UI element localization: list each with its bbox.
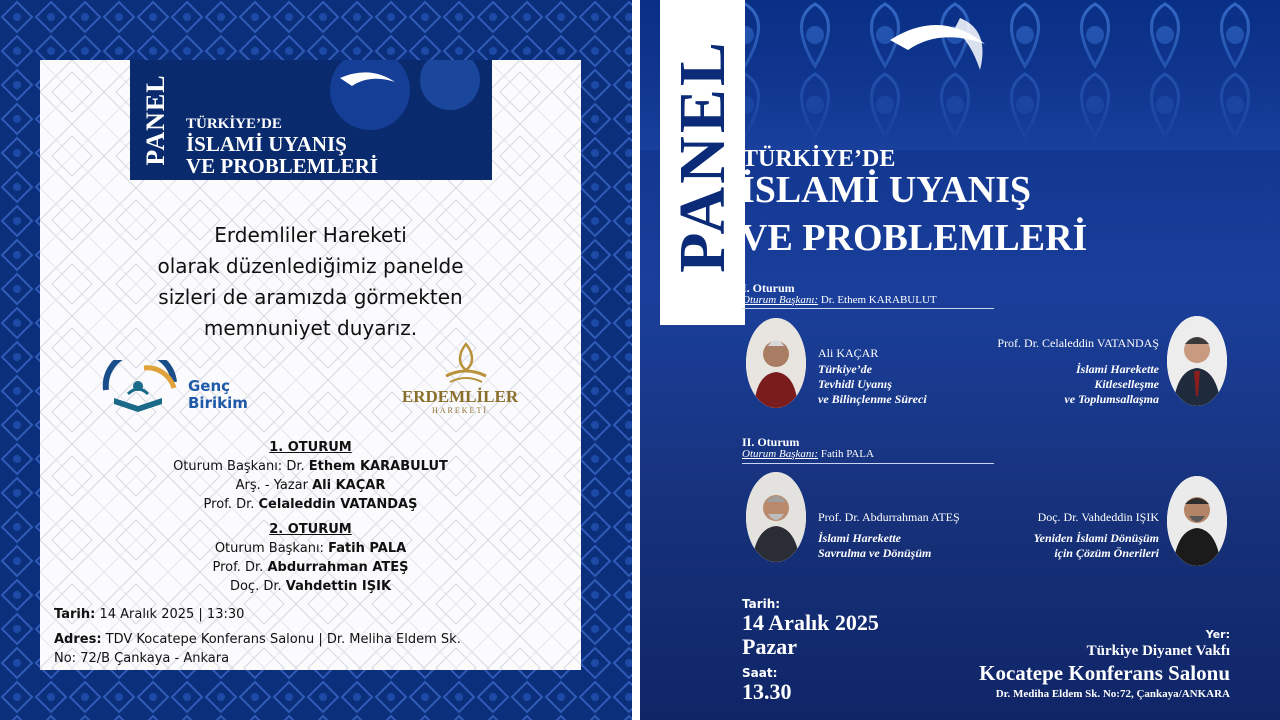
event-info — [54, 605, 461, 668]
left-poster — [0, 0, 632, 720]
session2-speaker2: Doç. Dr. Vahdettin IŞIK — [229, 579, 392, 594]
person-icon — [1167, 316, 1227, 406]
r-venue-name: Kocatepe Konferans Salonu — [979, 661, 1230, 685]
invitation-card — [40, 60, 581, 670]
banner-title-line2: İSLAMİ UYANIŞ — [186, 132, 347, 156]
invitation-line: memnuniyet duyarız. — [203, 316, 418, 340]
r-session1-heading: I. Oturum — [742, 281, 795, 295]
r-speaker-abdurrahman-talk: İslami Harekette Savrulma ve Dönüşüm — [818, 531, 932, 560]
erdemliler-name: ERDEMLİLER — [401, 387, 519, 406]
address-line: Adres: TDV Kocatepe Konferans Salonu | Dr. Meliha Eldem Sk. — [54, 632, 461, 647]
r-venue-org: Türkiye Diyanet Vakfı — [1086, 643, 1230, 659]
r-session2-heading: II. Oturum — [742, 435, 800, 449]
r-session1-chair: Oturum Başkanı: Dr. Ethem KARABULUT — [742, 294, 937, 306]
r-speaker-abdurrahman-name: Prof. Dr. Abdurrahman ATEŞ — [818, 510, 960, 524]
session1-chair: Oturum Başkanı: Dr. Ethem KARABULUT — [173, 459, 448, 474]
person-icon — [1167, 476, 1227, 566]
r-speaker-celaleddin-talk: İslami Harekette Kitleselleşme ve Toplumsallaşma — [1064, 362, 1159, 406]
address-line2: No: 72/B Çankaya - Ankara — [54, 651, 230, 666]
r-date-line2: Pazar — [742, 634, 797, 659]
session2-chair: Oturum Başkanı: Fatih PALA — [214, 541, 407, 556]
invitation-line: sizleri de aramızda görmekten — [158, 285, 463, 309]
session2-rule — [742, 463, 994, 464]
person-icon — [746, 472, 806, 562]
session1-speaker2: Prof. Dr. Celaleddin VATANDAŞ — [203, 497, 418, 512]
panel-strip: PANEL — [660, 0, 745, 325]
banner-title-line3: VE PROBLEMLERİ — [186, 154, 378, 178]
person-icon — [746, 318, 806, 408]
r-session2-chair: Oturum Başkanı: Fatih PALA — [742, 448, 874, 460]
genc-birikim-line1: Genç — [188, 377, 231, 395]
banner-panel-label: PANEL — [141, 74, 170, 166]
speaker-photo-abdurrahman — [746, 472, 806, 562]
session2-speaker1: Prof. Dr. Abdurrahman ATEŞ — [212, 560, 409, 575]
title-line1: TÜRKİYE’DE — [742, 146, 896, 172]
session2-heading: 2. OTURUM — [269, 522, 352, 537]
invitation-line: olarak düzenlediğimiz panelde — [157, 254, 464, 278]
erdemliler-sub: HAREKETİ — [432, 406, 488, 415]
speaker-photo-vahdeddin — [1167, 476, 1227, 566]
panel-banner — [130, 60, 492, 180]
invitation-text — [40, 220, 581, 344]
session1-rule — [742, 308, 994, 309]
banner-title-line1: TÜRKİYE’DE — [186, 116, 282, 132]
erdemliler-logo-icon — [440, 342, 492, 384]
speaker-photo-celaleddin — [1167, 316, 1227, 406]
r-speaker-celaleddin-name: Prof. Dr. Celaleddin VATANDAŞ — [997, 336, 1159, 350]
session2-block — [40, 520, 581, 596]
session1-block — [40, 438, 581, 514]
r-speaker-ali-name: Ali KAÇAR — [818, 346, 879, 360]
genc-birikim-name — [188, 378, 248, 412]
right-poster — [640, 0, 1280, 720]
r-speaker-ali-talk: Türkiye’de Tevhidi Uyanış ve Bilinçlenme Süreci — [818, 362, 927, 406]
r-date-line1: 14 Aralık 2025 — [742, 610, 879, 635]
r-speaker-vahdeddin-name: Doç. Dr. Vahdeddin IŞIK — [1037, 510, 1159, 524]
genc-birikim-logo-icon — [100, 360, 180, 412]
speaker-photo-ali — [746, 318, 806, 408]
genc-birikim-line2: Birikim — [188, 394, 248, 412]
date-line: Tarih: 14 Aralık 2025 | 13:30 — [54, 607, 245, 622]
title-line3: VE PROBLEMLERİ — [740, 217, 1088, 259]
session1-speaker1: Arş. - Yazar Ali KAÇAR — [235, 478, 386, 493]
invitation-line: Erdemliler Hareketi — [214, 223, 407, 247]
r-time-value: 13.30 — [742, 679, 792, 704]
r-venue-label: Yer: — [1205, 628, 1230, 641]
session1-heading: 1. OTURUM — [269, 440, 352, 455]
title-line2: İSLAMİ UYANIŞ — [740, 169, 1032, 211]
r-speaker-vahdeddin-talk: Yeniden İslami Dönüşüm için Çözüm Önerileri — [1033, 531, 1159, 560]
r-venue-address: Dr. Mediha Eldem Sk. No:72, Çankaya/ANKARA — [995, 688, 1230, 700]
r-date-label: Tarih: — [742, 597, 781, 611]
r-time-label: Saat: — [742, 666, 778, 680]
